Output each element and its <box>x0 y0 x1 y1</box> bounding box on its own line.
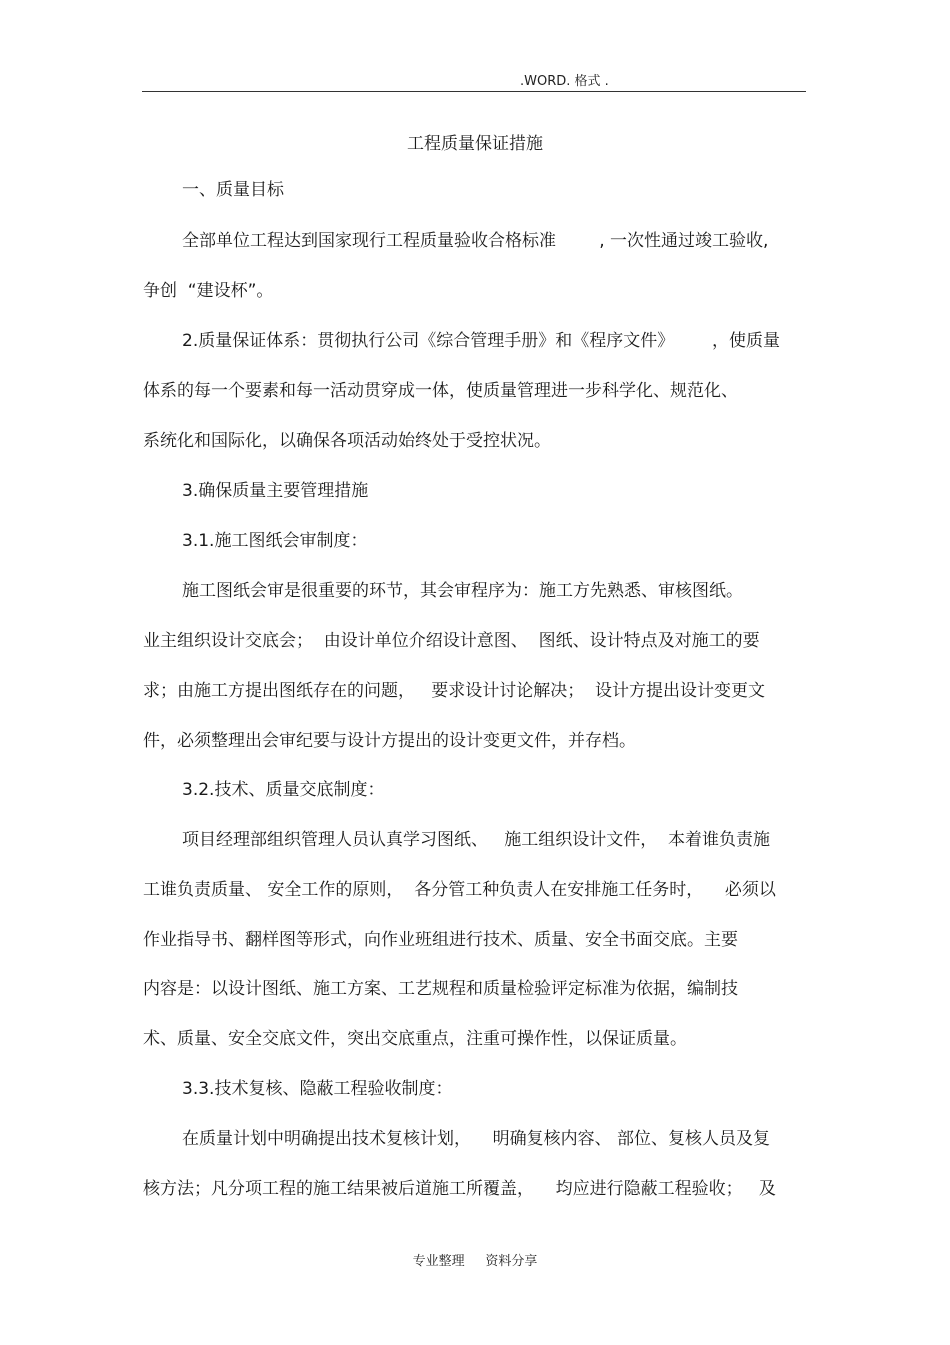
section-heading: 3.3.技术复核、隐蔽工程验收制度： <box>182 1079 453 1099</box>
section-heading: 3.确保质量主要管理措施 <box>182 481 369 501</box>
paragraph-line: 工谁负责质量、 安全工作的原则， 各分管工种负责人在安排施工任务时， 必须以 <box>143 880 776 900</box>
header-divider <box>142 91 806 92</box>
paragraph-line: 在质量计划中明确提出技术复核计划， 明确复核内容、 部位、复核人员及复 <box>182 1129 771 1149</box>
paragraph-line: 内容是：以设计图纸、施工方案、工艺规程和质量检验评定标准为依据，编制技 <box>143 979 738 999</box>
paragraph-line: 系统化和国际化，以确保各项活动始终处于受控状况。 <box>143 431 551 451</box>
paragraph-line: 施工图纸会审是很重要的环节，其会审程序为：施工方先熟悉、审核图纸。 <box>182 581 743 601</box>
paragraph-line: 体系的每一个要素和每一活动贯穿成一体，使质量管理进一步科学化、规范化、 <box>143 381 738 401</box>
paragraph-line: 争创 “建设杯”。 <box>143 281 274 301</box>
page-footer: 专业整理 资料分享 <box>412 1254 538 1269</box>
document-title: 工程质量保证措施 <box>407 134 543 154</box>
header-label: .WORD. 格式 . <box>520 74 609 89</box>
paragraph-line: 件，必须整理出会审纪要与设计方提出的设计变更文件，并存档。 <box>143 731 636 751</box>
paragraph-line: 业主组织设计交底会； 由设计单位介绍设计意图、 图纸、设计特点及对施工的要 <box>143 631 760 651</box>
heading-quality-goal: 一、质量目标 <box>182 180 284 200</box>
section-heading: 3.1.施工图纸会审制度： <box>182 531 368 551</box>
section-heading: 3.2.技术、质量交底制度： <box>182 780 385 800</box>
paragraph-line: 术、质量、安全交底文件，突出交底重点，注重可操作性，以保证质量。 <box>143 1029 687 1049</box>
paragraph-line: 核方法；凡分项工程的施工结果被后道施工所覆盖， 均应进行隐蔽工程验收； 及 <box>143 1179 776 1199</box>
paragraph-line: 作业指导书、翻样图等形式，向作业班组进行技术、质量、安全书面交底。主要 <box>143 930 738 950</box>
paragraph-line: 求；由施工方提出图纸存在的问题， 要求设计讨论解决； 设计方提出设计变更文 <box>143 681 766 701</box>
paragraph-line: 2.质量保证体系：贯彻执行公司《综合管理手册》和《程序文件》 ，使质量 <box>182 331 781 351</box>
paragraph-line: 全部单位工程达到国家现行工程质量验收合格标准 , 一次性通过竣工验收, <box>182 231 769 251</box>
paragraph-line: 项目经理部组织管理人员认真学习图纸、 施工组织设计文件， 本着谁负责施 <box>182 830 771 850</box>
